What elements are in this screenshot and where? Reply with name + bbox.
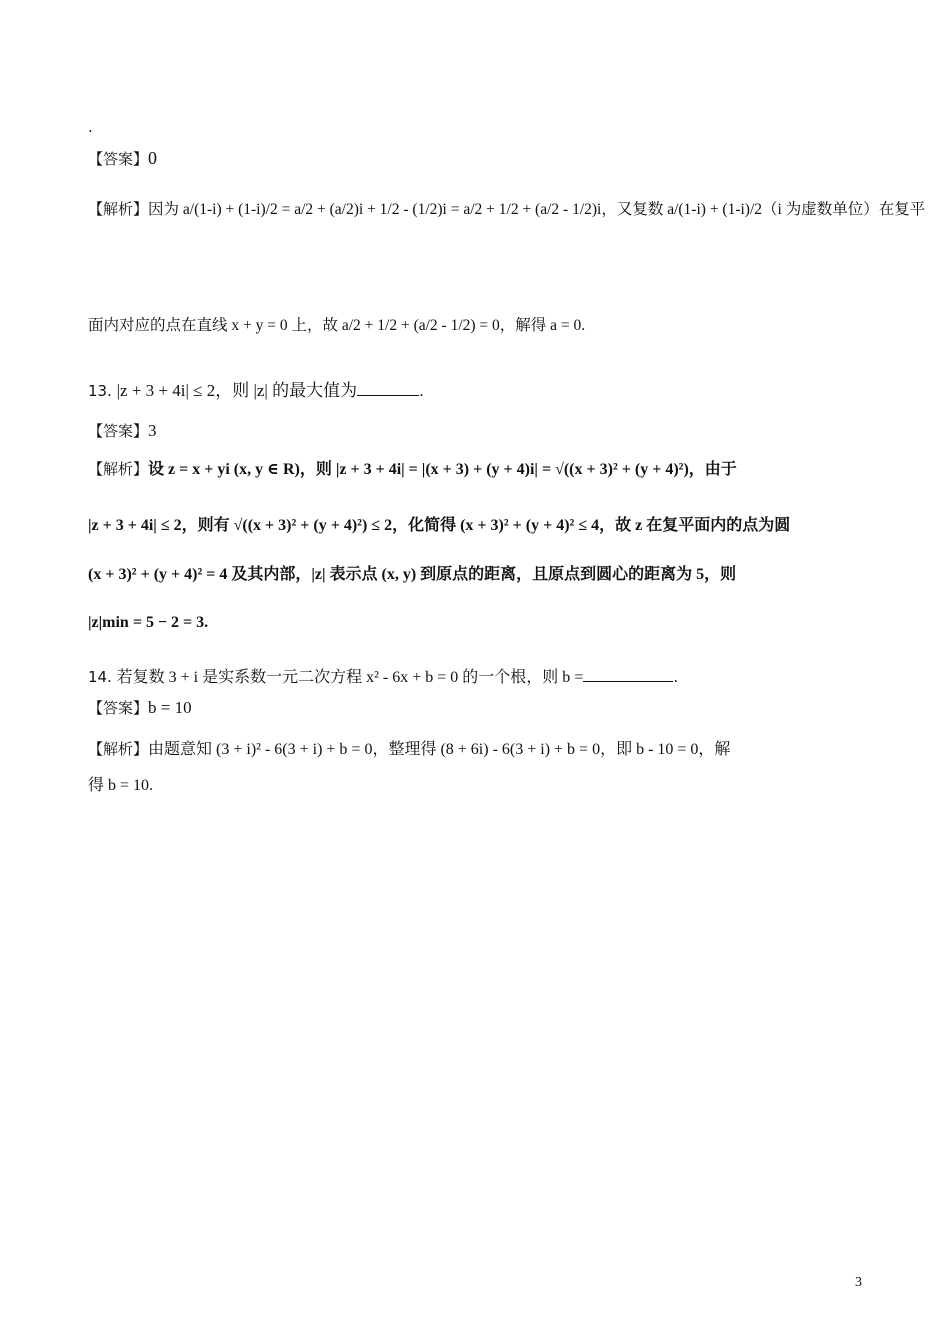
answer-value: b = 10	[148, 698, 192, 717]
q14-analysis-line-1	[88, 738, 730, 761]
q14-question	[88, 666, 678, 689]
q12-analysis-line-2	[88, 314, 585, 337]
question-end: .	[673, 668, 679, 686]
analysis-text: 面内对应的点在直线 x + y = 0 上，故 a/2 + 1/2 + (a/2 - 1/2) = 0，解得 a = 0.	[88, 317, 586, 334]
question-text: 若复数 3 + i 是实系数一元二次方程 x² - 6x + b = 0 的一个根，则 b =	[116, 669, 584, 686]
analysis-text: 设 z = x + yi (x, y ∈ R)，则 |z + 3 + 4i| = |(x + 3) + (y + 4)i| = √((x + 3)² + (y + 4)²)，由于	[148, 461, 737, 478]
analysis-text: (x + 3)² + (y + 4)² = 4 及其内部，|z| 表示点 (x, y) 到原点的距离，且原点到圆心的距离为 5，则	[88, 566, 737, 583]
question-end: .	[419, 382, 424, 400]
question-number: 14.	[88, 668, 112, 686]
answer-label: 【答案】	[88, 150, 149, 168]
q12-analysis-line-1	[88, 198, 925, 221]
q14-answer	[88, 697, 192, 719]
analysis-text: |z|min = 5 − 2 = 3.	[88, 614, 209, 631]
analysis-label: 【解析】	[88, 200, 149, 218]
analysis-text: 因为 a/(1-i) + (1-i)/2 = a/2 + (a/2)i + 1/2 - (1/2)i = a/2 + 1/2 + (a/2 - 1/2)i，又复数 a/(1-i) + (1-i)/2（i 为虚数单位）在复平	[148, 201, 926, 218]
q13-answer	[88, 420, 157, 442]
page-number: 3	[855, 1275, 862, 1290]
analysis-label: 【解析】	[88, 460, 149, 478]
answer-value: 3	[148, 421, 157, 440]
analysis-label: 【解析】	[88, 740, 149, 758]
q13-analysis-line-2	[88, 514, 790, 537]
analysis-text: 由题意知 (3 + i)² - 6(3 + i) + b = 0，整理得 (8 + 6i) - 6(3 + i) + b = 0，即 b - 10 = 0，解	[148, 741, 731, 758]
q13-analysis-line-3	[88, 563, 736, 586]
answer-blank	[357, 394, 419, 396]
q12-answer	[88, 147, 157, 170]
analysis-text: 得 b = 10.	[88, 777, 154, 794]
q14-analysis-line-2	[88, 774, 153, 797]
q13-analysis-line-4	[88, 611, 208, 634]
leading-dot: .	[88, 118, 93, 136]
analysis-text: |z + 3 + 4i| ≤ 2，则有 √((x + 3)² + (y + 4)²) ≤ 2，化简得 (x + 3)² + (y + 4)² ≤ 4，故 z 在复平面内的点为圆	[88, 517, 791, 534]
question-number: 13.	[88, 382, 112, 400]
q13-question	[88, 380, 424, 402]
question-text: |z + 3 + 4i| ≤ 2，则 |z| 的最大值为	[116, 381, 358, 400]
answer-label: 【答案】	[88, 699, 149, 717]
answer-value: 0	[148, 148, 158, 168]
q13-analysis-line-1	[88, 458, 737, 481]
answer-blank	[583, 680, 673, 682]
answer-label: 【答案】	[88, 422, 149, 440]
